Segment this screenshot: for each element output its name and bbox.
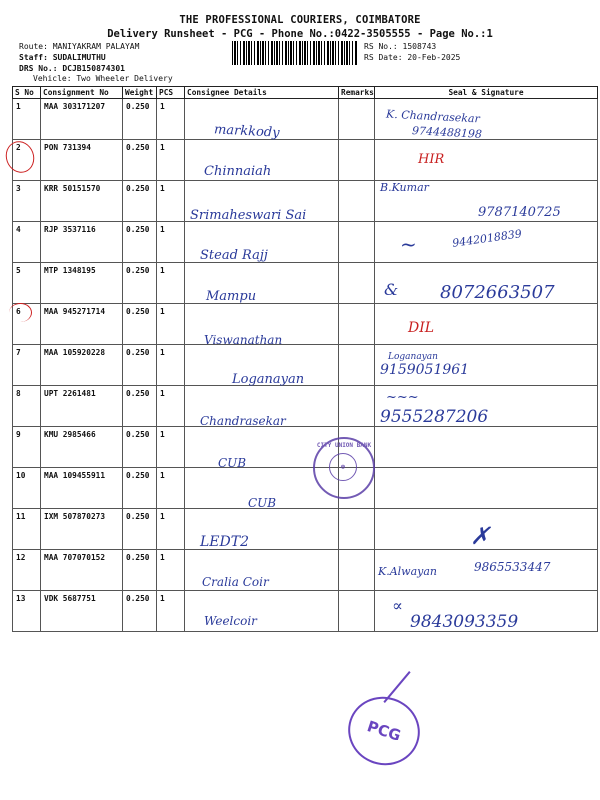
cell-pcs: 1: [157, 99, 185, 140]
handwritten-consignee: Loganayan: [232, 372, 305, 387]
cell-sno: 9: [13, 427, 41, 468]
handwritten-phone: 9865533447: [474, 560, 551, 574]
signature-scribble: &: [384, 280, 399, 299]
table-row: [13, 468, 598, 509]
handwritten-signature: Loganayan: [388, 352, 438, 362]
cell-weight: 0.250: [123, 509, 157, 550]
handwritten-phone: 9787140725: [478, 205, 561, 220]
cell-remarks: [339, 345, 375, 386]
col-consignment: Consignment No: [41, 87, 123, 99]
table-row: [13, 386, 598, 427]
handwritten-phone: 9843093359: [410, 612, 519, 632]
col-consignee: Consignee Details: [185, 87, 339, 99]
cell-remarks: [339, 222, 375, 263]
cell-sno: 4: [13, 222, 41, 263]
cell-consignment: MAA 109455911: [41, 468, 123, 509]
cell-consignment: IXM 507870273: [41, 509, 123, 550]
runsheet-subtitle: Delivery Runsheet - PCG - Phone No.:0422-3505555 - Page No.:1: [107, 28, 493, 40]
col-remarks: Remarks: [339, 87, 375, 99]
handwritten-consignee: Weelcoir: [204, 614, 257, 628]
handwritten-signature: K. Chandrasekar: [385, 107, 481, 126]
cell-sno: 12: [13, 550, 41, 591]
cell-weight: 0.250: [123, 386, 157, 427]
cell-pcs: 1: [157, 591, 185, 632]
bank-seal-text: CITY UNION BANK: [316, 442, 372, 449]
handwritten-remark: HIR: [418, 152, 445, 167]
cell-pcs: 1: [157, 509, 185, 550]
cell-sno: 8: [13, 386, 41, 427]
handwritten-signature: K.Alwayan: [378, 565, 438, 578]
bank-seal-center: ⊕: [329, 453, 357, 481]
route-label: Route: MANIYAKRAM PALAYAM: [19, 42, 140, 51]
col-sno: S No: [13, 87, 41, 99]
table-row: [13, 345, 598, 386]
cell-signature: [375, 140, 598, 181]
cell-weight: 0.250: [123, 345, 157, 386]
cell-pcs: 1: [157, 386, 185, 427]
col-seal-signature: Seal & Signature: [375, 87, 598, 99]
cell-consignment: MAA 707070152: [41, 550, 123, 591]
handwritten-remark: DIL: [408, 320, 435, 336]
cell-consignment: MAA 105920228: [41, 345, 123, 386]
cell-weight: 0.250: [123, 99, 157, 140]
handwritten-consignee: CUB: [218, 456, 247, 470]
handwritten-consignee: Chandrasekar: [200, 414, 286, 428]
handwritten-consignee: Viswanathan: [204, 333, 283, 347]
handwritten-consignee: Mampu: [206, 289, 257, 304]
cell-sno: 11: [13, 509, 41, 550]
cell-pcs: 1: [157, 304, 185, 345]
cell-signature: [375, 468, 598, 509]
table-row: [13, 427, 598, 468]
cell-sno: 3: [13, 181, 41, 222]
cell-remarks: [339, 386, 375, 427]
table-row: [13, 304, 598, 345]
cell-remarks: [339, 509, 375, 550]
cell-sno: 10: [13, 468, 41, 509]
staff-label: Staff: SUDALIMUTHU: [19, 53, 106, 62]
table-header: [13, 87, 598, 99]
handwritten-consignee: LEDT2: [200, 534, 249, 550]
cell-pcs: 1: [157, 345, 185, 386]
signature-scribble: ~: [400, 232, 417, 256]
handwritten-phone: 9442018839: [451, 227, 523, 250]
drs-number: DRS No.: DCJB150874301: [19, 64, 125, 73]
cell-sno: 2: [13, 140, 41, 181]
cell-weight: 0.250: [123, 591, 157, 632]
cell-consignment: KMU 2985466: [41, 427, 123, 468]
cell-consignment: VDK 5687751: [41, 591, 123, 632]
runsheet-table: [12, 86, 598, 632]
cell-weight: 0.250: [123, 263, 157, 304]
cell-remarks: [339, 181, 375, 222]
cell-remarks: [339, 591, 375, 632]
handwritten-consignee: markkody: [213, 122, 280, 141]
handwritten-consignee: Stead Rajj: [200, 248, 268, 263]
cell-sno: 5: [13, 263, 41, 304]
cell-sno: 1: [13, 99, 41, 140]
handwritten-phone: 9159051961: [380, 362, 470, 378]
cell-consignment: MAA 303171207: [41, 99, 123, 140]
handwritten-consignee: Chinnaiah: [204, 164, 272, 179]
cell-consignment: MAA 945271714: [41, 304, 123, 345]
cell-consignment: PON 731394: [41, 140, 123, 181]
cell-pcs: 1: [157, 181, 185, 222]
handwritten-consignee: Srimaheswari Sai: [190, 208, 307, 223]
cell-remarks: [339, 99, 375, 140]
stamp-line: [383, 671, 410, 703]
cell-remarks: [339, 550, 375, 591]
table-row: [13, 509, 598, 550]
cell-sno: 13: [13, 591, 41, 632]
col-weight: Weight: [123, 87, 157, 99]
cell-sno: 7: [13, 345, 41, 386]
cell-remarks: [339, 263, 375, 304]
pcg-stamp: PCG: [339, 688, 428, 775]
cell-consignment: KRR 50151570: [41, 181, 123, 222]
cell-weight: 0.250: [123, 222, 157, 263]
cell-pcs: 1: [157, 222, 185, 263]
cell-consignment: UPT 2261481: [41, 386, 123, 427]
cell-consignment: RJP 3537116: [41, 222, 123, 263]
rs-date: RS Date: 20-Feb-2025: [364, 53, 461, 62]
cell-pcs: 1: [157, 550, 185, 591]
company-title: THE PROFESSIONAL COURIERS, COIMBATORE: [179, 14, 421, 26]
cell-weight: 0.250: [123, 304, 157, 345]
cell-pcs: 1: [157, 140, 185, 181]
cell-weight: 0.250: [123, 550, 157, 591]
cell-pcs: 1: [157, 263, 185, 304]
barcode: [232, 41, 358, 65]
cell-consignment: MTP 1348195: [41, 263, 123, 304]
handwritten-consignee: CUB: [248, 496, 277, 510]
cell-weight: 0.250: [123, 468, 157, 509]
signature-scribble: ∝: [392, 596, 403, 615]
cell-pcs: 1: [157, 468, 185, 509]
handwritten-consignee: Cralia Coir: [202, 575, 269, 589]
handwritten-phone: 8072663507: [440, 282, 555, 303]
handwritten-signature: B.Kumar: [380, 181, 429, 194]
signature-scribble: ✗: [470, 522, 491, 550]
cell-signature: [375, 427, 598, 468]
rs-number: RS No.: 1508743: [364, 42, 437, 51]
cell-weight: 0.250: [123, 140, 157, 181]
table-row: [13, 140, 598, 181]
signature-scribble: ~~~: [386, 390, 419, 405]
cell-sno: 6: [13, 304, 41, 345]
handwritten-phone: 9744488198: [411, 124, 483, 141]
handwritten-phone: 9555287206: [380, 407, 489, 427]
col-pcs: PCS: [157, 87, 185, 99]
cell-remarks: [339, 304, 375, 345]
cell-pcs: 1: [157, 427, 185, 468]
table-row: [13, 99, 598, 140]
bank-seal-stamp: [313, 437, 375, 499]
red-check-mark: [9, 303, 32, 322]
cell-remarks: [339, 140, 375, 181]
vehicle-label: Vehicle: Two Wheeler Delivery: [33, 74, 173, 83]
cell-weight: 0.250: [123, 427, 157, 468]
cell-weight: 0.250: [123, 181, 157, 222]
